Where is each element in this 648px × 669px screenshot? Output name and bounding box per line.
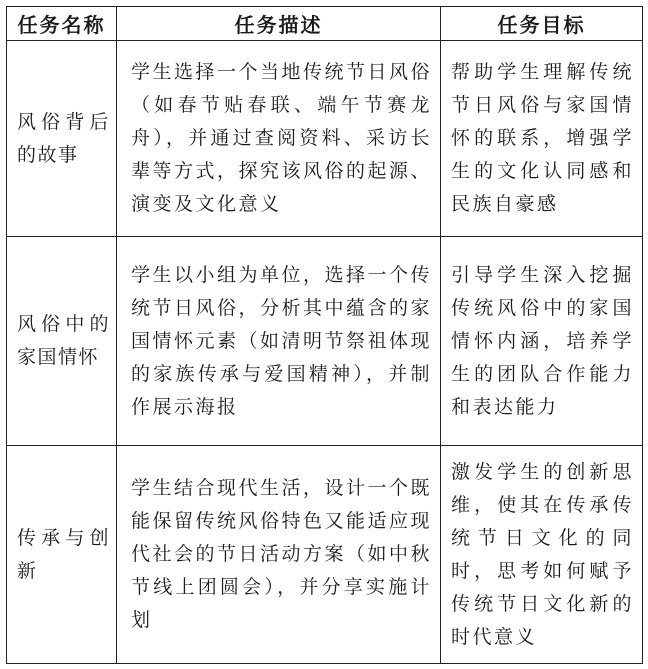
header-task-name: 任务名称: [7, 7, 117, 41]
task-description-cell: 学生选择一个当地传统节日风俗（如春节贴春联、端午节赛龙舟），并通过查阅资料、采访长辈等方式，探究该风俗的起源、演变及文化意义: [117, 41, 441, 237]
table-row: [7, 446, 643, 664]
task-description-cell: 学生以小组为单位，选择一个传统节日风俗，分析其中蕴含的家国情怀元素（如清明节祭祖体现的家族传承与爱国精神），并制作展示海报: [117, 237, 441, 446]
header-task-goal: 任务目标: [441, 7, 643, 41]
table-header-row: [7, 7, 643, 41]
table-row: [7, 41, 643, 237]
task-goal-cell: 引导学生深入挖掘传统风俗中的家国情怀内涵，培养学生的团队合作能力和表达能力: [441, 237, 643, 446]
table-row: [7, 237, 643, 446]
header-task-description: 任务描述: [117, 7, 441, 41]
task-name-cell: 风俗中的家国情怀: [7, 237, 117, 446]
task-name-cell: 传承与创新: [7, 446, 117, 664]
task-table-container: [6, 6, 642, 663]
task-description-cell: 学生结合现代生活，设计一个既能保留传统风俗特色又能适应现代社会的节日活动方案（如中秋节线上团圆会），并分享实施计划: [117, 446, 441, 664]
task-goal-cell: 帮助学生理解传统节日风俗与家国情怀的联系，增强学生的文化认同感和民族自豪感: [441, 41, 643, 237]
task-goal-cell: 激发学生的创新思维，使其在传承传统节日文化的同时，思考如何赋予传统节日文化新的时代意义: [441, 446, 643, 664]
task-name-cell: 风俗背后的故事: [7, 41, 117, 237]
task-table: [6, 6, 643, 664]
